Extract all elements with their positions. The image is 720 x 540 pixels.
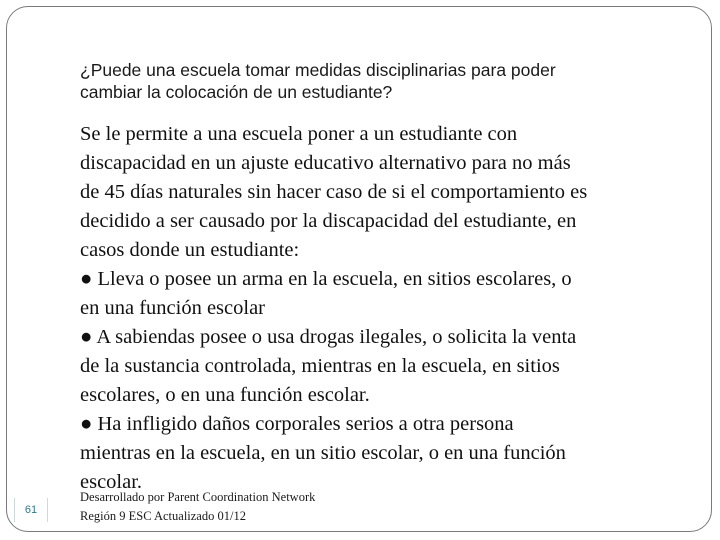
body-line: escolar. — [80, 471, 143, 493]
bullet-weapon-line: ● Lleva o posee un arma en la escuela, en sitios escolares, o — [80, 268, 572, 290]
footer-credit: Desarrollado por Parent Coordination Network — [80, 490, 316, 504]
title-line: cambiar la colocación de un estudiante? — [80, 82, 393, 102]
slide-footer — [80, 488, 315, 526]
body-line: de la sustancia controlada, mientras en la escuela, en sitios — [80, 355, 560, 377]
bullet-injury-line: ● Ha infligido daños corporales serios a otra persona — [80, 413, 514, 435]
title-line: ¿Puede una escuela tomar medidas disciplinarias para poder — [80, 60, 556, 80]
page-number: 61 — [14, 498, 48, 522]
body-line: en una función escolar — [80, 297, 265, 319]
bullet-drugs-line: ● A sabiendas posee o usa drogas ilegales, o solicita la venta — [80, 326, 577, 348]
body-line: decidido a ser causado por la discapacidad del estudiante, en — [80, 210, 577, 232]
body-line: Se le permite a una escuela poner a un estudiante con — [80, 123, 518, 145]
body-line: discapacidad en un ajuste educativo alternativo para no más — [80, 152, 571, 174]
body-line: casos donde un estudiante: — [80, 239, 300, 261]
slide-title — [80, 59, 680, 103]
slide-body-text — [80, 120, 690, 497]
body-line: de 45 días naturales sin hacer caso de si el comportamiento es — [80, 181, 588, 203]
body-line: escolares, o en una función escolar. — [80, 384, 370, 406]
body-line: mientras en la escuela, en un sitio escolar, o en una función — [80, 442, 566, 464]
footer-region-date: Región 9 ESC Actualizado 01/12 — [80, 509, 246, 523]
